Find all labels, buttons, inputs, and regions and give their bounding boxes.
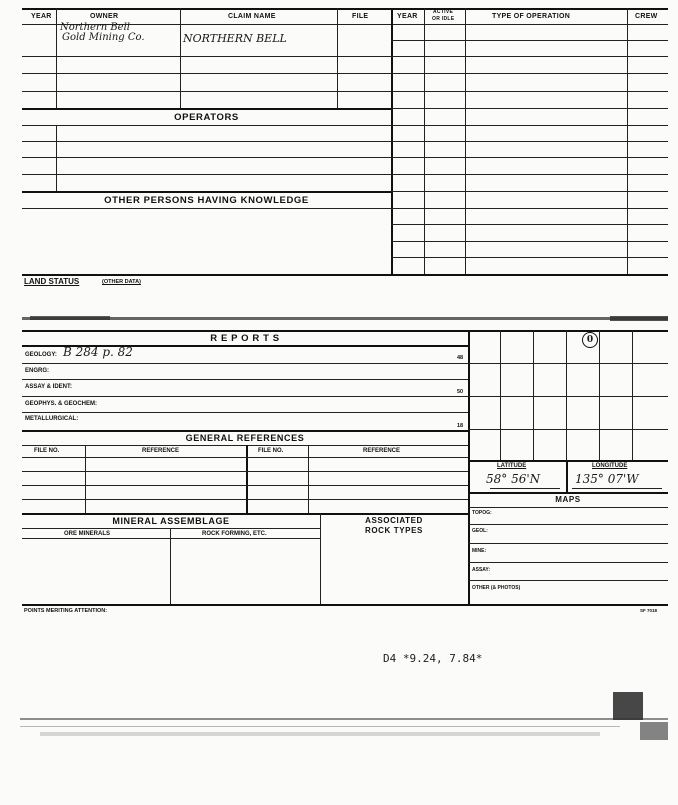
gr-header-ref-2: REFERENCE [363, 448, 401, 454]
land-status-sub: (OTHER DATA) [102, 279, 141, 285]
owner-line-1: Northern Bell [60, 22, 130, 33]
other-persons-heading: OTHER PERSONS HAVING KNOWLEDGE [104, 195, 309, 206]
report-assay-label: ASSAY & IDENT: [25, 384, 73, 390]
report-metallurgical-label: METALLURGICAL: [25, 416, 79, 422]
gr-header-file-2: FILE NO. [258, 448, 284, 454]
scan-shadow [22, 317, 668, 320]
reports-heading: R E P O R T S [210, 333, 280, 344]
report-geophys-label: GEOPHYS. & GEOCHEM: [25, 401, 98, 407]
general-references-heading: GENERAL REFERENCES [185, 433, 305, 443]
claim-name-value: NORTHERN BELL [183, 32, 287, 45]
scan-shadow-right [610, 316, 668, 321]
header-owner: OWNER [90, 13, 119, 20]
ore-minerals-label: ORE MINERALS [64, 531, 111, 537]
latitude-value: 58° 56'N [486, 472, 541, 486]
header-year: YEAR [31, 13, 52, 20]
longitude-value: 135° 07'W [575, 472, 639, 486]
ops-header-year: YEAR [397, 13, 418, 20]
ops-header-type: TYPE OF OPERATION [492, 13, 571, 20]
longitude-label: LONGITUDE [592, 463, 628, 469]
land-status-label: LAND STATUS [24, 277, 80, 286]
report-geology-num: 48 [457, 355, 464, 361]
gr-header-ref-1: REFERENCE [142, 448, 180, 454]
ops-header-active-1: ACTIVE [433, 9, 454, 15]
report-geology-label: GEOLOGY: [25, 352, 57, 358]
associated-line-2: ROCK TYPES [364, 526, 423, 535]
header-file: FILE [352, 13, 369, 20]
report-assay-num: 50 [457, 389, 464, 395]
report-metallurgical-num: 18 [457, 423, 464, 429]
associated-line-1: ASSOCIATED [365, 516, 423, 525]
report-geology-value: B 284 p. 82 [63, 345, 133, 359]
bottom-typed-note: D4 *9.24, 7.84* [383, 652, 483, 665]
map-other-label: OTHER (& PHOTOS) [472, 585, 521, 591]
points-meriting-attention-label: POINTS MERITING ATTENTION: [24, 608, 108, 614]
scan-black-edge [640, 722, 668, 740]
map-geol-label: GEOL: [472, 528, 488, 534]
map-topog-label: TOPOG: [472, 510, 492, 516]
latitude-label: LATITUDE [497, 463, 527, 469]
owner-line-2: Gold Mining Co. [62, 32, 145, 43]
scan-black-block [613, 692, 643, 720]
grid-circle-mark: 0 [582, 332, 598, 348]
map-assay-label: ASSAY: [472, 567, 491, 573]
map-mine-label: MINE: [472, 548, 487, 554]
scan-noise-band-2 [20, 726, 620, 727]
report-engrg-label: ENGRG: [25, 368, 49, 374]
scan-noise-band-3 [40, 732, 600, 736]
scan-shadow-left [30, 316, 110, 320]
mineral-assemblage-heading: MINERAL ASSEMBLAGE [112, 516, 230, 526]
header-claim-name: CLAIM NAME [228, 13, 276, 20]
ops-header-active-2: OR IDLE [432, 16, 455, 22]
ops-header-crew: CREW [635, 13, 658, 20]
form-code: SF 7018 [640, 608, 658, 613]
maps-heading: MAPS [555, 495, 581, 504]
rock-forming-label: ROCK FORMING, ETC. [202, 531, 267, 537]
gr-header-file-1: FILE NO. [34, 448, 60, 454]
scan-noise-band [20, 718, 668, 720]
operators-heading: OPERATORS [174, 112, 239, 123]
